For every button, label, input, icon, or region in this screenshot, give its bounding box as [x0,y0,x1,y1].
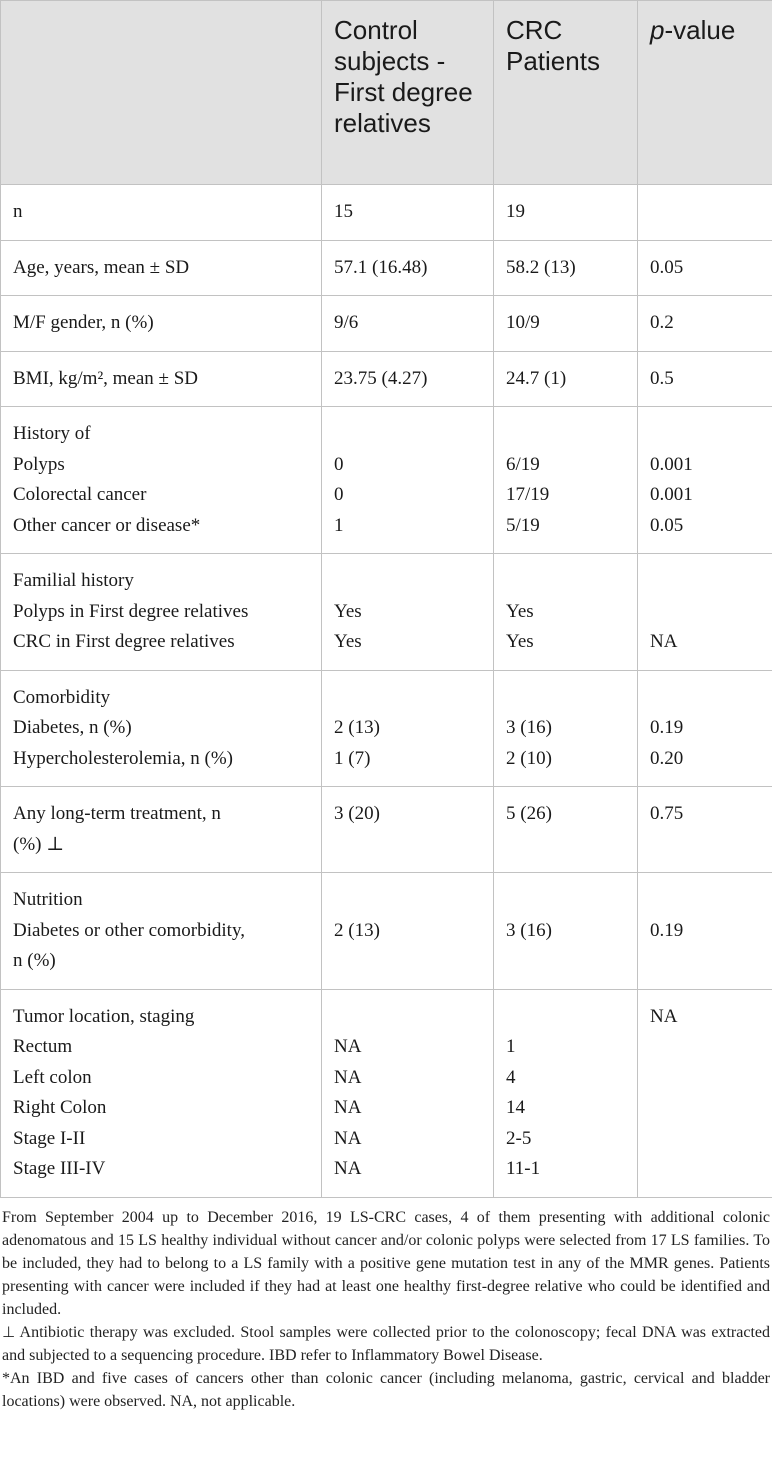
crc-value-group [494,873,638,990]
sub-label: Hypercholesterolemia, n (%) [13,747,233,769]
sub-label: Diabetes or other comorbidity, [13,919,245,941]
crc-value: 1 [506,1036,516,1057]
control-value: 2 (13) [334,717,380,738]
table-row-tumor [1,989,772,1197]
sub-label: n (%) [13,950,56,971]
perpendicular-symbol: ⊥ [2,1322,16,1341]
row-label: Age, years, mean ± SD [1,240,322,296]
control-value: 1 (7) [334,747,371,769]
p-value [650,597,760,628]
p-value: 0.001 [650,484,693,505]
sub-label: Left colon [13,1066,92,1088]
row-label-group [1,989,322,1197]
p-value [638,185,772,241]
crc-value: 10/9 [494,296,638,352]
group-heading: History of [13,423,91,444]
crc-value-group [494,989,638,1197]
crc-value: 5/19 [506,514,540,536]
control-value: 9/6 [322,296,494,352]
crc-value: 17/19 [506,484,550,505]
control-value: 1 [334,514,344,536]
sub-label: Polyps [13,453,65,475]
header-crc-patients: CRC Patients [494,1,638,185]
header-empty-cell [1,1,322,185]
crc-value: 14 [506,1097,525,1118]
p-value-group [638,554,772,671]
control-value: Yes [334,600,362,622]
control-value: NA [334,1158,362,1179]
control-value: 2 (13) [334,919,380,941]
control-value: Yes [334,631,362,652]
row-label: (%) ⊥ [13,833,65,855]
crc-value: 4 [506,1066,516,1088]
table-row-gender [1,296,772,352]
sub-label: Right Colon [13,1097,107,1118]
crc-value: 2-5 [506,1127,532,1149]
control-value: NA [334,1127,362,1149]
crc-value: 3 (16) [506,717,552,738]
table-row-n [1,185,772,241]
crc-value: 5 (26) [494,787,638,873]
p-value: 0.05 [650,514,684,536]
control-value: 0 [334,453,344,475]
row-label: n [1,185,322,241]
p-value-group [638,407,772,554]
table-row-comorbidity [1,670,772,787]
header-p-italic: p [650,15,665,45]
crc-value: 24.7 (1) [494,351,638,407]
crc-value: 2 (10) [506,747,552,769]
p-value: 0.19 [650,919,684,941]
control-value: NA [334,1097,362,1118]
row-label-group [1,670,322,787]
row-label-group [1,873,322,990]
row-label: Any long-term treatment, n [13,803,221,824]
table-footnotes [0,1198,772,1413]
p-value: NA [650,631,678,652]
table-row-bmi [1,351,772,407]
p-value-group [638,670,772,787]
p-value: 0.001 [650,453,693,475]
crc-value-group [494,554,638,671]
crc-value: 19 [494,185,638,241]
table-row-familial [1,554,772,671]
p-value: 0.2 [638,296,772,352]
control-value-group [322,989,494,1197]
sub-label: Other cancer or disease* [13,514,201,536]
crc-value-group [494,407,638,554]
sub-label: Colorectal cancer [13,484,147,505]
control-value-group [322,554,494,671]
footnote-ibd: *An IBD and five cases of cancers other than colonic cancer (including melanoma, gastric, cervical and bladder locations) were observed. NA, not applicable. [2,1369,770,1410]
table-row-history [1,407,772,554]
footnote-antibiotic [2,1321,770,1367]
row-label-group [1,554,322,671]
header-p-value [638,1,772,185]
header-row [1,1,772,185]
control-value: 0 [334,484,344,505]
p-value: 0.20 [650,747,684,769]
group-heading: Comorbidity [13,686,111,708]
sub-label: CRC in First degree relatives [13,631,235,652]
header-control-subjects: Control subjects - First degree relatives [322,1,494,185]
crc-value: 11-1 [506,1158,541,1179]
row-label: M/F gender, n (%) [1,296,322,352]
table-row-nutrition [1,873,772,990]
sub-label: Stage III-IV [13,1158,106,1179]
footnote-methods: From September 2004 up to December 2016, 19 LS-CRC cases, 4 of them presenting with additional colonic adenomatous and 15 LS healthy individual without cancer and/or colonic polyps were selected from 17 LS families. To be included, they had to belong to a LS family with a positive gene mutation test in any of the MMR genes. Patients presenting with cancer were included if they had at least one healthy first-degree relative who could be identified and included. [2,1208,770,1318]
group-heading: Nutrition [13,889,83,910]
sub-label: Rectum [13,1036,73,1057]
row-label: BMI, kg/m², mean ± SD [1,351,322,407]
crc-value: Yes [506,631,534,652]
crc-value: 3 (16) [506,919,552,941]
row-label-group [1,787,322,873]
sub-label: Stage I-II [13,1127,86,1149]
control-value: 3 (20) [322,787,494,873]
crc-value: 6/19 [506,453,540,475]
control-value-group [322,670,494,787]
p-value: 0.5 [638,351,772,407]
control-value: NA [334,1036,362,1057]
control-value-group [322,873,494,990]
control-value: NA [334,1066,362,1088]
crc-value: 58.2 (13) [494,240,638,296]
group-heading: Tumor location, staging [13,1005,195,1027]
control-value-group [322,407,494,554]
p-value: 0.75 [638,787,772,873]
crc-value-group [494,670,638,787]
p-value-group [638,873,772,990]
control-value: 23.75 (4.27) [322,351,494,407]
header-p-suffix: -value [664,15,736,45]
table-row-age [1,240,772,296]
p-value: NA [638,989,772,1197]
sub-label: Polyps in First degree relatives [13,600,249,622]
sub-label: Diabetes, n (%) [13,717,132,738]
crc-value: Yes [506,600,534,622]
control-value: 15 [322,185,494,241]
p-value: 0.05 [638,240,772,296]
footnote-antibiotic-text: Antibiotic therapy was excluded. Stool samples were collected prior to the colonoscopy; fecal DNA was extracted and subjected to a sequencing procedure. IBD refer to Inflammatory Bowel Disease. [2,1323,770,1364]
control-value: 57.1 (16.48) [322,240,494,296]
p-value: 0.19 [650,717,684,738]
row-label-group [1,407,322,554]
group-heading: Familial history [13,570,134,591]
table-row-treatment [1,787,772,873]
